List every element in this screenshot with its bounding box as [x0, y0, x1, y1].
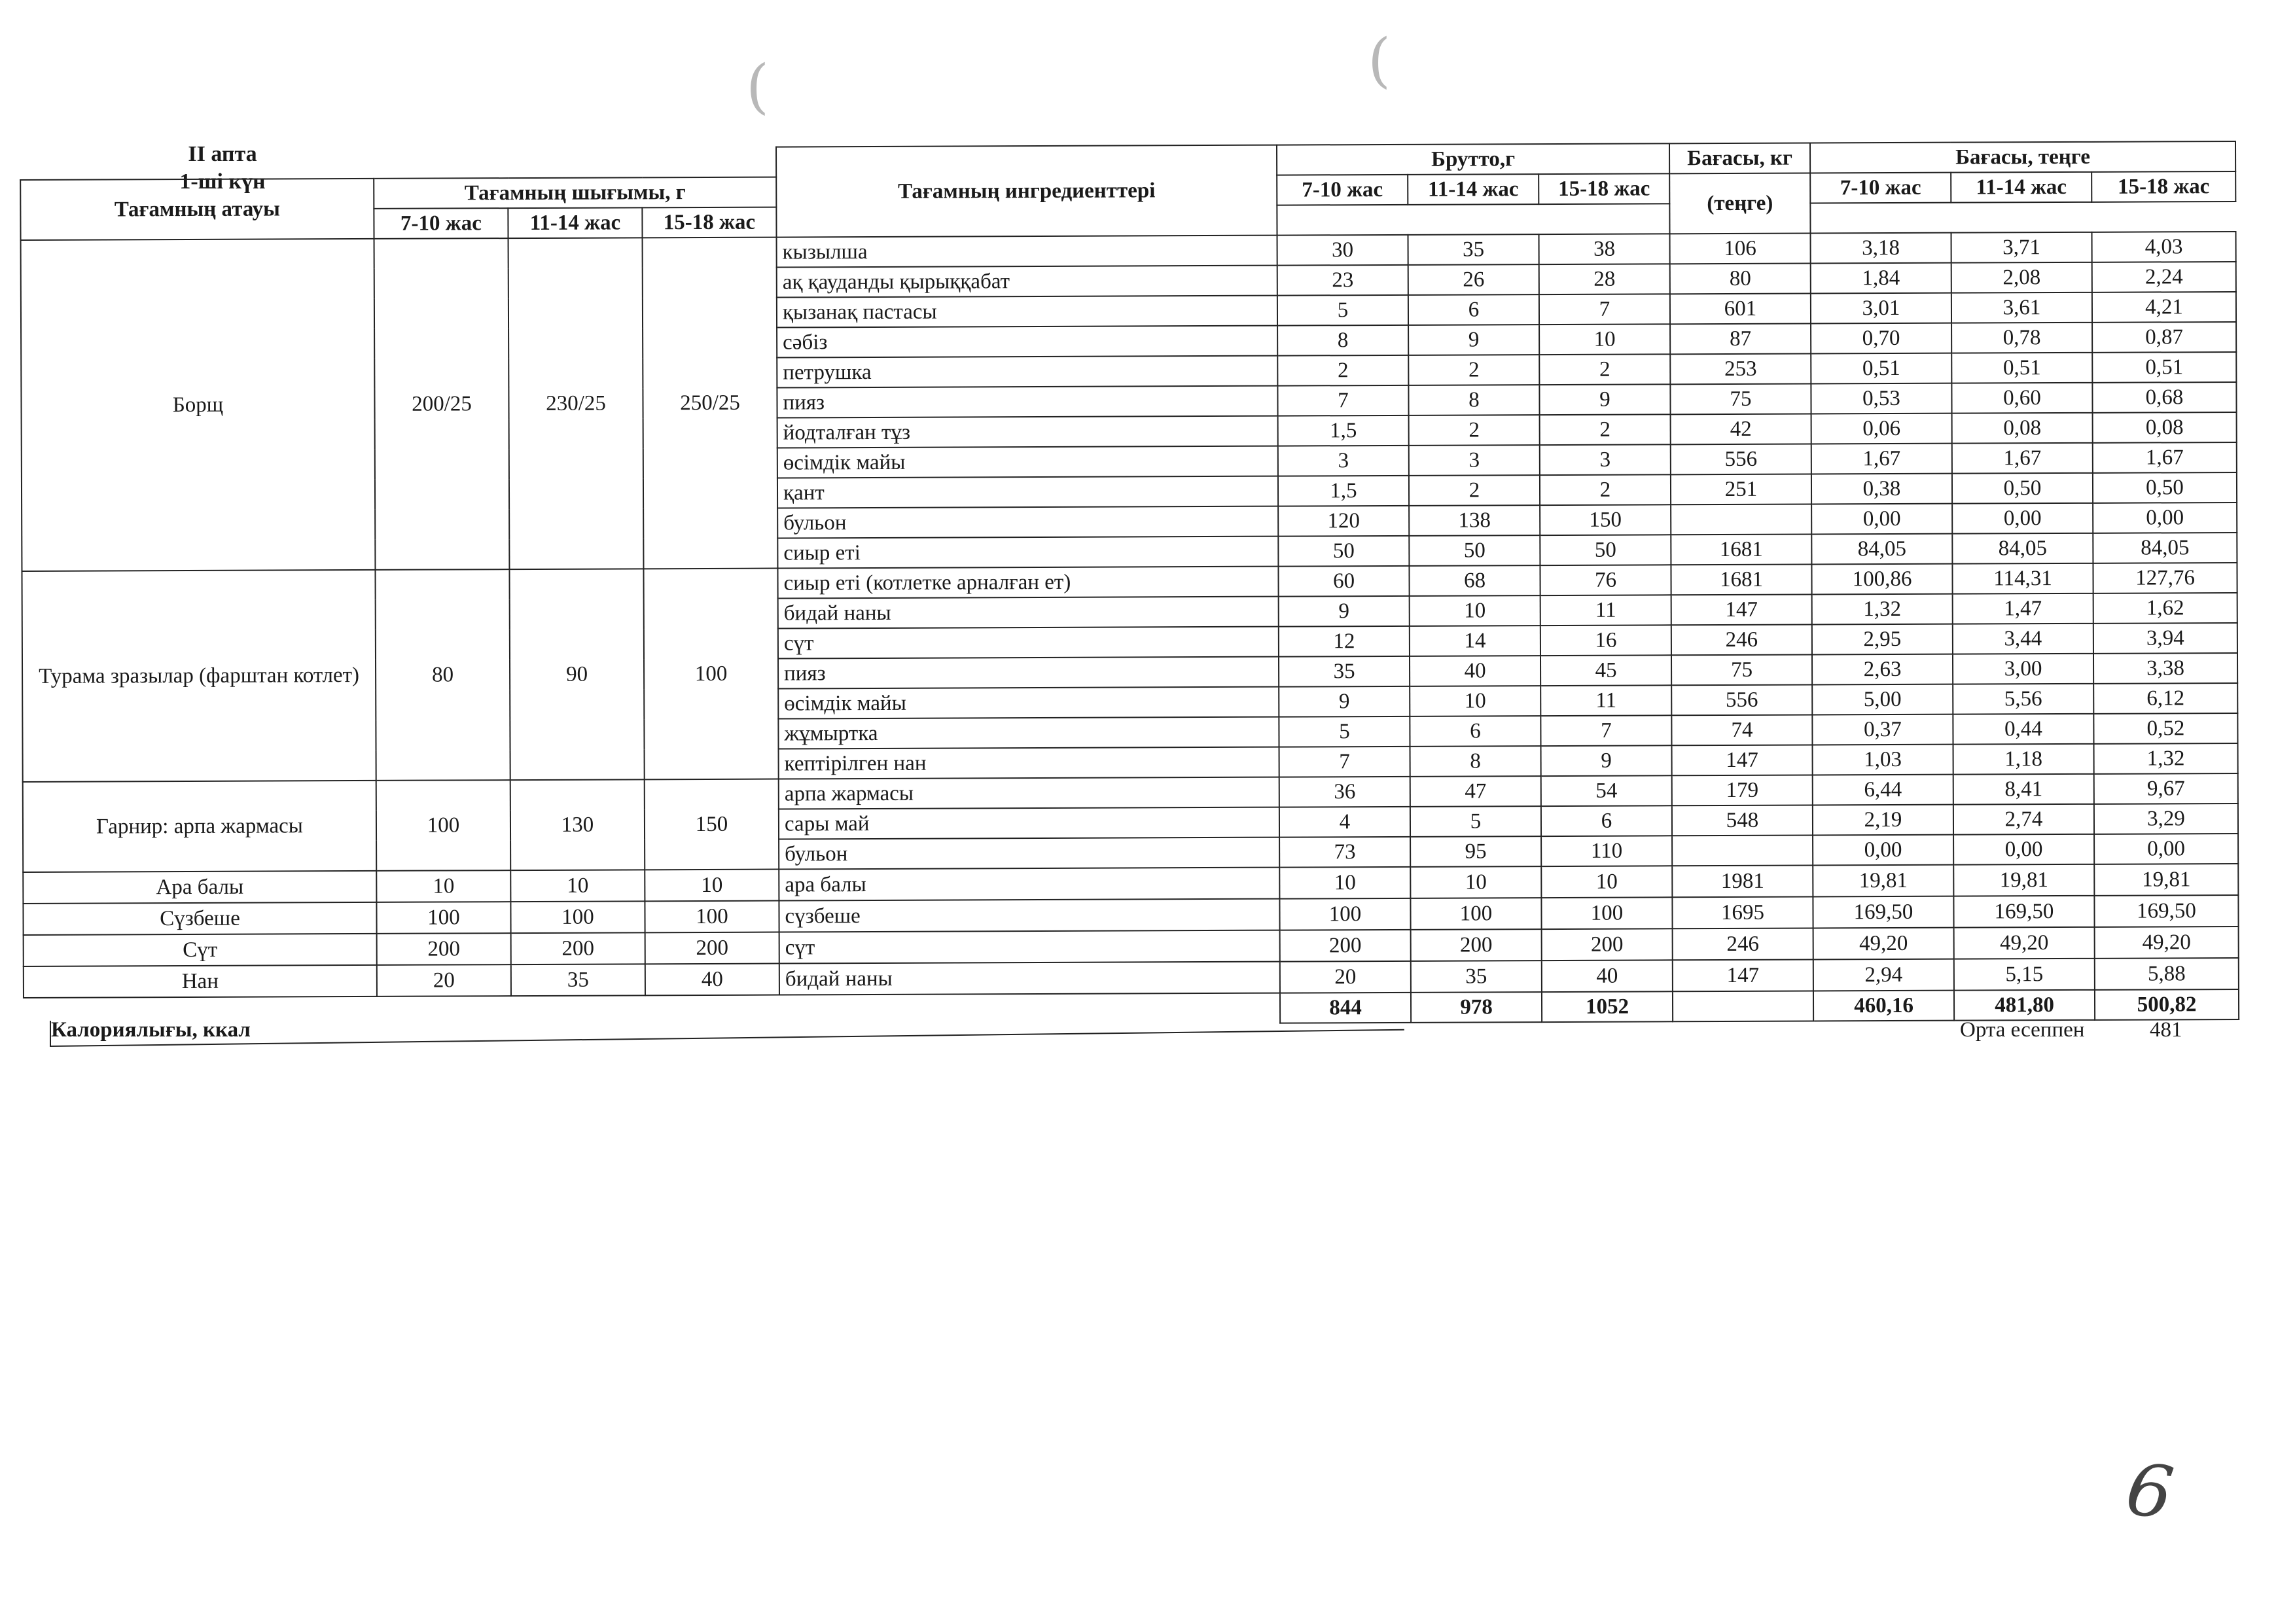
brutto-age-2: 5 [1410, 806, 1541, 837]
price-age-2: 2,08 [1951, 262, 2092, 293]
ingredient-name: сары май [779, 807, 1279, 839]
brutto-age-2: 2 [1408, 355, 1539, 385]
brutto-age-1: 1,5 [1278, 476, 1409, 506]
brutto-age-1: 7 [1279, 747, 1410, 777]
ingredients-header: Тағамның ингредиенттері [776, 145, 1277, 238]
total-brutto-age-3: 1052 [1542, 991, 1673, 1022]
calorie-label: Калориялығы, ккал [51, 1018, 251, 1042]
ingredient-name: ара балы [779, 868, 1279, 901]
ingredient-name: сиыр еті (котлетке арналған ет) [777, 567, 1278, 599]
brutto-age-2: 8 [1408, 385, 1539, 415]
ingredient-name: сүт [779, 930, 1280, 964]
brutto-age-1: 5 [1277, 295, 1408, 326]
brutto-age-2: 68 [1409, 565, 1540, 596]
brutto-age-1: 2 [1277, 355, 1408, 386]
dish-portion-age-2: 35 [511, 964, 645, 996]
price-age-1: 0,00 [1813, 835, 1953, 866]
ingredient-name: пияз [777, 386, 1277, 418]
price-age-1: 169,50 [1813, 896, 1953, 928]
dish-portion-age-2: 200 [511, 932, 645, 964]
price-per-kg: 246 [1671, 624, 1812, 655]
price-age-1: 0,37 [1812, 715, 1953, 745]
price-per-kg: 253 [1670, 353, 1811, 384]
price-age-1: 0,70 [1811, 323, 1951, 354]
dish-portion-age-1: 200 [377, 933, 511, 965]
brutto-age-2: 50 [1409, 535, 1540, 566]
price-age-2: 114,31 [1952, 563, 2093, 594]
brutto-age-3: 16 [1540, 625, 1671, 656]
price-age-2: 3,71 [1951, 232, 2092, 263]
price-per-kg: 75 [1670, 383, 1811, 414]
brutto-age-2: 9 [1408, 325, 1539, 355]
total-price-age-3: 500,82 [2095, 989, 2239, 1020]
price-per-kg: 1695 [1672, 896, 1813, 928]
dish-portion-age-1: 100 [376, 902, 510, 934]
price-age-3: 1,67 [2093, 442, 2237, 473]
price-per-kg: 1681 [1671, 534, 1811, 565]
price-age-1: 2,95 [1812, 624, 1953, 655]
ingredient-name: бульон [779, 838, 1279, 870]
brutto-age-1: 9 [1279, 596, 1410, 627]
brutto-age-3: 150 [1540, 504, 1671, 535]
day-label: 1-ші күн [179, 169, 266, 194]
brutto-age-3: 10 [1539, 324, 1670, 355]
brutto-age-1: 12 [1279, 626, 1410, 657]
dish-name: Нан [24, 965, 377, 998]
brutto-age-1: 73 [1279, 837, 1410, 868]
dish-portion-age-3: 100 [645, 901, 779, 933]
brutto-age-1: 3 [1278, 446, 1409, 476]
price-per-kg: 80 [1670, 263, 1811, 294]
brutto-age-3: 7 [1540, 715, 1671, 746]
price-per-kg: 179 [1672, 775, 1813, 805]
ingredient-name: йодталған тұз [777, 416, 1278, 448]
price-age-1: 1,67 [1811, 444, 1952, 474]
menu-cost-table [20, 141, 2239, 1029]
price-per-kg: 42 [1671, 414, 1811, 444]
price-per-kg: 556 [1671, 684, 1812, 715]
price-per-kg [1671, 504, 1811, 535]
dish-portion-age-3: 200 [645, 932, 779, 964]
brutto-age-1: 7 [1277, 385, 1408, 416]
brutto-age-1: 60 [1278, 566, 1409, 597]
brutto-age-3: 11 [1540, 685, 1671, 716]
brutto-age-2: 200 [1411, 929, 1542, 961]
price-age-3: 9,67 [2094, 773, 2238, 804]
brutto-age-1: 8 [1277, 325, 1408, 356]
ingredient-name: өсімдік майы [777, 446, 1278, 478]
brutto-age-2: 2 [1409, 415, 1540, 446]
average-label: Орта есеппен [1960, 1018, 2085, 1042]
price-age-3: 15-18 жас [2091, 171, 2235, 202]
ingredient-name: арпа жармасы [779, 777, 1279, 809]
price-age-1: 3,01 [1811, 293, 1951, 324]
dish-portion-age-1: 20 [377, 964, 511, 997]
ingredient-name: сәбіз [777, 326, 1277, 358]
price-age-2: 19,81 [1953, 864, 2094, 896]
price-age-2: 0,44 [1953, 714, 2093, 745]
price-age-2: 2,74 [1953, 804, 2094, 835]
dish-portion-age-3: 10 [645, 870, 779, 902]
price-age-1: 0,00 [1811, 504, 1952, 535]
ingredient-name: қызанақ пастасы [777, 296, 1277, 328]
page-number: 6 [2121, 1446, 2179, 1536]
price-age-3: 49,20 [2095, 927, 2239, 959]
brutto-age-2: 3 [1409, 445, 1540, 476]
price-per-kg [1672, 835, 1813, 866]
price-kg-unit: (теңге) [1669, 173, 1810, 234]
price-age-3: 3,29 [2094, 803, 2238, 834]
brutto-age-1: 120 [1278, 506, 1409, 537]
brutto-age-2: 138 [1409, 505, 1540, 536]
ingredient-name: петрушка [777, 356, 1277, 388]
price-per-kg: 251 [1671, 474, 1811, 504]
brutto-age-3: 50 [1540, 535, 1671, 565]
price-per-kg: 87 [1670, 323, 1811, 354]
price-age-1: 1,32 [1812, 594, 1953, 625]
brutto-age-3: 28 [1539, 264, 1670, 294]
price-per-kg: 147 [1673, 959, 1813, 991]
price-age-3: 0,00 [2093, 503, 2237, 533]
brutto-age-1: 200 [1280, 930, 1411, 962]
price-age-2: 0,08 [1952, 413, 2093, 444]
price-per-kg: 246 [1673, 928, 1813, 960]
brutto-age-2: 35 [1408, 234, 1539, 265]
brutto-age-3: 54 [1541, 775, 1672, 806]
price-age-2: 11-14 жас [1951, 172, 2091, 203]
brutto-age-2: 40 [1410, 656, 1540, 686]
brutto-age-3: 200 [1542, 928, 1673, 961]
price-age-1: 49,20 [1813, 928, 1954, 960]
brutto-age-3: 10 [1541, 866, 1672, 898]
price-age-1: 7-10 жас [1810, 173, 1951, 203]
price-age-3: 6,12 [2093, 683, 2237, 714]
price-age-2: 3,61 [1951, 292, 2092, 323]
dish-portion-age-1: 200/25 [374, 238, 510, 570]
brutto-age-1: 9 [1279, 686, 1410, 717]
price-age-2: 1,67 [1952, 443, 2093, 474]
price-age-2: 5,15 [1954, 959, 2095, 991]
ingredient-name: сиыр еті [777, 537, 1278, 569]
dish-portion-age-2: 130 [510, 779, 645, 870]
brutto-age-3: 2 [1539, 354, 1670, 385]
brutto-age-2: 2 [1409, 475, 1540, 506]
brutto-age-3: 45 [1540, 655, 1671, 686]
brutto-age-3: 38 [1539, 234, 1670, 264]
price-age-3: 5,88 [2095, 958, 2239, 990]
portion-age-1: 7-10 жас [374, 208, 508, 239]
price-age-2: 0,78 [1951, 323, 2092, 353]
total-brutto-age-1: 844 [1280, 993, 1411, 1023]
price-per-kg: 106 [1670, 233, 1811, 264]
price-age-1: 5,00 [1812, 684, 1953, 715]
price-per-kg: 147 [1671, 594, 1812, 625]
price-age-2: 5,56 [1953, 684, 2093, 715]
price-age-1: 0,53 [1811, 383, 1951, 414]
ingredient-name: сүт [778, 627, 1279, 659]
ingredient-name: пияз [778, 657, 1279, 689]
dish-portion-age-3: 100 [643, 569, 778, 780]
price-age-2: 0,50 [1952, 473, 2093, 504]
price-age-1: 6,44 [1813, 775, 1953, 805]
brutto-age-3: 76 [1540, 565, 1671, 595]
price-age-2: 0,60 [1951, 383, 2092, 414]
price-age-1: 2,19 [1813, 805, 1953, 836]
dish-portion-age-2: 90 [509, 569, 644, 780]
dish-name: Сүт [24, 934, 377, 966]
dish-portion-age-3: 40 [645, 964, 779, 996]
brutto-age-2: 95 [1410, 836, 1541, 867]
price-per-kg: 74 [1671, 715, 1812, 745]
price-group-header: Бағасы, теңге [1810, 141, 2235, 173]
price-age-1: 3,18 [1811, 233, 1951, 264]
scan-artifact: ( [746, 52, 770, 121]
total-price-age-2: 481,80 [1954, 990, 2095, 1021]
brutto-age-3: 9 [1539, 384, 1670, 415]
price-age-2: 3,44 [1953, 624, 2093, 654]
brutto-age-1: 7-10 жас [1277, 175, 1408, 205]
brutto-age-2: 8 [1410, 746, 1541, 777]
price-age-2: 84,05 [1952, 533, 2093, 564]
price-age-1: 1,03 [1813, 745, 1953, 775]
price-age-3: 4,21 [2092, 292, 2236, 323]
brutto-age-2: 100 [1410, 898, 1541, 930]
price-age-3: 0,08 [2093, 412, 2237, 443]
dish-portion-age-1: 10 [376, 870, 510, 902]
dish-portion-age-1: 80 [375, 569, 510, 781]
ingredient-name: кызылша [777, 236, 1277, 268]
brutto-age-2: 47 [1410, 776, 1541, 807]
price-per-kg: 556 [1671, 444, 1811, 474]
brutto-age-3: 3 [1540, 444, 1671, 475]
price-age-3: 84,05 [2093, 533, 2237, 563]
brutto-age-1: 50 [1278, 536, 1409, 567]
brutto-age-3: 11 [1540, 595, 1671, 626]
average-value: 481 [2150, 1018, 2182, 1042]
total-brutto-age-2: 978 [1411, 992, 1542, 1023]
ingredient-name: қант [777, 476, 1278, 508]
ingredient-name: бидай наны [778, 597, 1279, 629]
price-age-2: 169,50 [1953, 896, 2094, 928]
price-age-2: 0,51 [1951, 353, 2092, 383]
dish-name: Сүзбеше [23, 902, 376, 935]
price-per-kg: 75 [1671, 654, 1812, 685]
brutto-age-1: 30 [1277, 235, 1408, 266]
price-per-kg: 601 [1670, 293, 1811, 324]
brutto-age-1: 10 [1279, 867, 1410, 899]
brutto-age-1: 23 [1277, 265, 1408, 296]
price-age-1: 0,38 [1811, 474, 1952, 504]
scan-artifact: ( [1368, 26, 1391, 95]
ingredient-name: бидай наны [779, 962, 1280, 995]
price-age-1: 0,51 [1811, 353, 1951, 384]
week-label: II апта [188, 142, 257, 166]
dish-portion-age-1: 100 [376, 780, 511, 871]
price-age-1: 100,86 [1811, 564, 1952, 595]
ingredient-name: кептірілген нан [779, 747, 1279, 779]
brutto-age-2: 14 [1410, 626, 1540, 656]
price-age-2: 49,20 [1954, 927, 2095, 959]
dish-name: Ара балы [23, 871, 376, 904]
brutto-age-3: 9 [1541, 745, 1672, 776]
price-per-kg: 147 [1672, 745, 1813, 775]
price-age-3: 0,00 [2094, 834, 2238, 864]
brutto-age-1: 36 [1279, 777, 1410, 807]
ingredient-name: жұмыртка [778, 717, 1279, 749]
price-age-3: 2,24 [2092, 262, 2236, 292]
price-age-2: 0,00 [1952, 503, 2093, 534]
price-age-2: 8,41 [1953, 774, 2094, 805]
price-age-3: 3,94 [2093, 623, 2237, 654]
brutto-age-2: 11-14 жас [1408, 174, 1539, 205]
brutto-age-3: 7 [1539, 294, 1670, 325]
dish-portion-age-3: 150 [645, 779, 779, 870]
brutto-age-2: 26 [1408, 264, 1539, 295]
brutto-age-2: 6 [1410, 716, 1540, 747]
price-age-2: 1,47 [1953, 593, 2093, 624]
price-age-1: 1,84 [1811, 263, 1951, 294]
dish-name: Гарнир: арпа жармасы [23, 781, 377, 872]
price-age-2: 3,00 [1953, 654, 2093, 684]
brutto-age-3: 6 [1541, 805, 1672, 836]
dish-name: Турама зразылар (фарштан котлет) [22, 570, 376, 782]
price-per-kg: 1981 [1672, 865, 1813, 897]
price-age-1: 19,81 [1813, 865, 1953, 897]
brutto-age-3: 2 [1540, 414, 1671, 445]
brutto-age-1: 4 [1279, 807, 1410, 838]
price-age-2: 1,18 [1953, 744, 2094, 775]
brutto-age-1: 1,5 [1278, 415, 1409, 446]
price-age-3: 127,76 [2093, 563, 2237, 593]
price-per-kg: 548 [1672, 805, 1813, 836]
dish-portion-age-2: 100 [510, 901, 645, 933]
brutto-age-1: 100 [1279, 898, 1410, 930]
total-price-age-1: 460,16 [1813, 991, 1954, 1021]
brutto-age-2: 35 [1411, 961, 1542, 993]
price-age-3: 1,62 [2093, 593, 2237, 624]
blank-header [20, 147, 776, 180]
price-age-1: 2,63 [1812, 654, 1953, 685]
price-age-3: 19,81 [2094, 864, 2238, 896]
price-age-1: 84,05 [1811, 534, 1952, 565]
price-age-3: 0,52 [2093, 713, 2237, 744]
dish-portion-age-2: 10 [510, 870, 645, 902]
brutto-age-1: 5 [1279, 716, 1410, 747]
price-age-3: 0,68 [2092, 382, 2236, 413]
portion-group-header: Тағамның шығымы, г [374, 177, 776, 209]
brutto-age-1: 35 [1279, 656, 1410, 687]
price-per-kg: 1681 [1671, 564, 1811, 595]
brutto-age-3: 40 [1542, 960, 1673, 992]
dish-name: Борщ [21, 239, 376, 571]
brutto-age-3: 2 [1540, 474, 1671, 505]
price-age-3: 0,51 [2092, 352, 2236, 383]
price-age-2: 0,00 [1953, 834, 2094, 865]
brutto-age-2: 6 [1408, 294, 1539, 325]
price-age-1: 2,94 [1813, 959, 1954, 991]
total-price-kg [1673, 991, 1813, 1021]
brutto-age-3: 110 [1541, 836, 1672, 866]
dish-portion-age-2: 230/25 [508, 238, 644, 569]
dish-portion-age-3: 250/25 [643, 238, 778, 569]
divider [50, 1029, 1404, 1047]
brutto-age-3: 15-18 жас [1539, 173, 1669, 204]
price-age-3: 169,50 [2094, 895, 2238, 927]
brutto-header: Брутто,г [1277, 143, 1669, 175]
brutto-age-2: 10 [1410, 686, 1540, 716]
price-age-3: 0,50 [2093, 472, 2237, 503]
brutto-age-2: 10 [1410, 866, 1541, 898]
dish-name-header: Тағамның атауы [20, 179, 374, 240]
price-age-1: 0,06 [1811, 414, 1952, 444]
price-age-3: 4,03 [2092, 232, 2236, 262]
price-age-3: 0,87 [2092, 322, 2236, 353]
ingredient-name: өсімдік майы [778, 687, 1279, 719]
price-age-3: 3,38 [2093, 653, 2237, 684]
price-kg-header: Бағасы, кг [1669, 143, 1810, 173]
portion-age-3: 15-18 жас [642, 207, 776, 238]
portion-age-2: 11-14 жас [508, 207, 642, 238]
table-body [21, 232, 2239, 1028]
brutto-age-1: 20 [1280, 961, 1411, 993]
price-age-3: 1,32 [2094, 743, 2238, 774]
brutto-age-3: 100 [1541, 897, 1672, 929]
ingredient-name: ақ қауданды қырыққабат [777, 266, 1277, 298]
ingredient-name: бульон [777, 506, 1278, 538]
ingredient-name: сүзбеше [779, 899, 1279, 932]
brutto-age-2: 10 [1410, 595, 1540, 626]
